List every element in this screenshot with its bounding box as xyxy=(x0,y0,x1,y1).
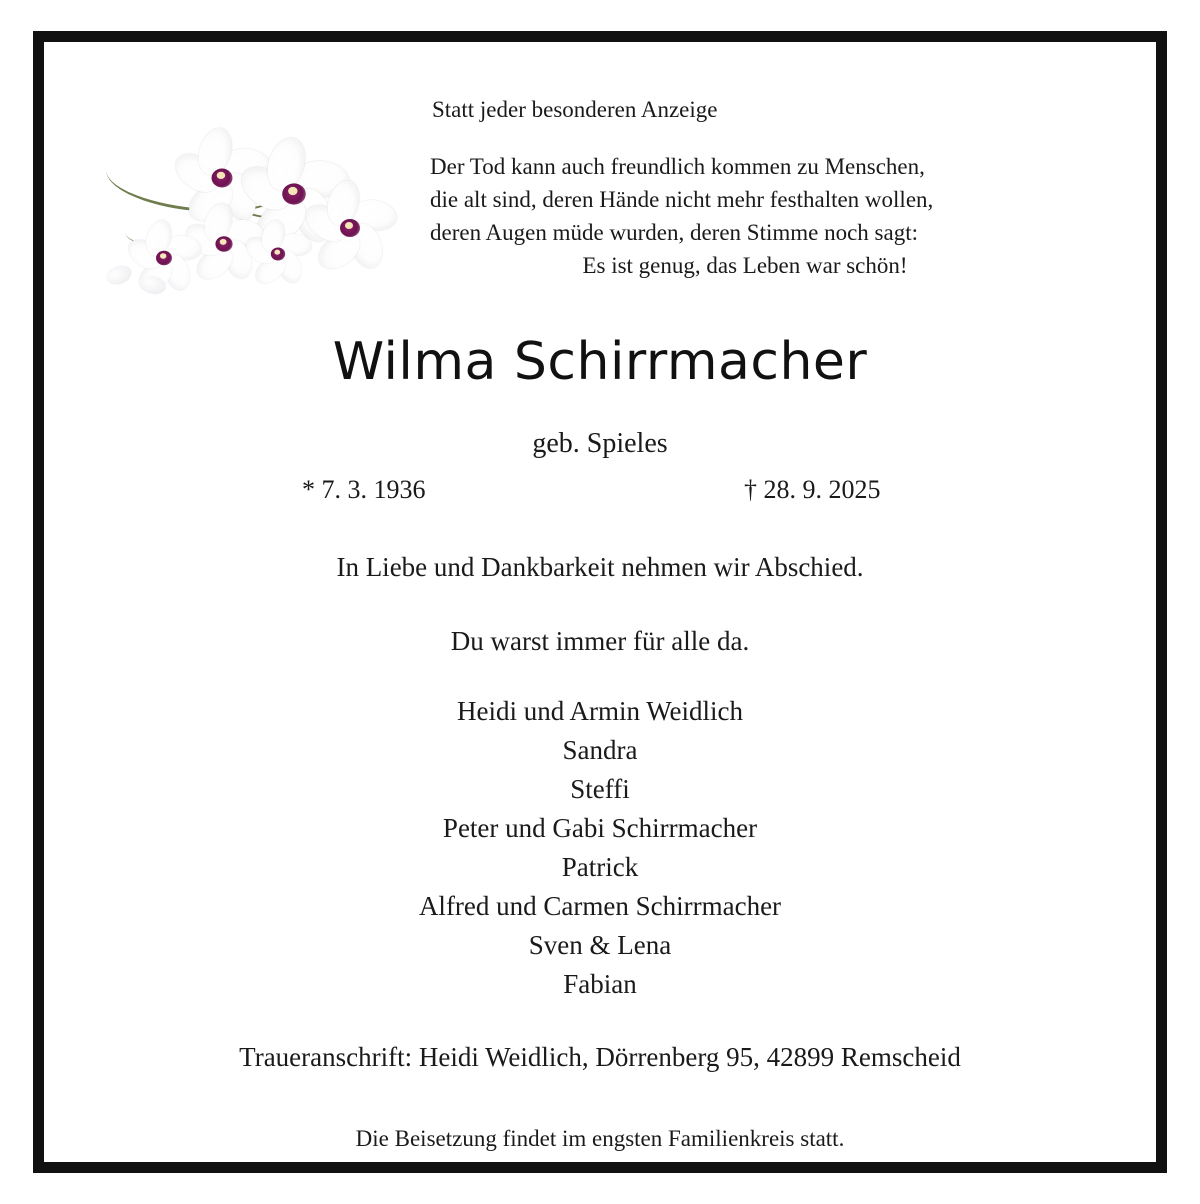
survivors-list xyxy=(44,692,1156,1004)
orchid-flower xyxy=(188,208,260,280)
orchid-stem xyxy=(121,190,247,254)
memorial-verse xyxy=(430,150,1060,282)
verse-line-1: Der Tod kann auch freundlich kommen zu Menschen, xyxy=(430,154,925,179)
dedication-line: Du warst immer für alle da. xyxy=(450,626,750,656)
card-inner-surface xyxy=(44,42,1156,1162)
mourning-address: Traueranschrift: Heidi Weidlich, Dörrenberg 95, 42899 Remscheid xyxy=(239,1042,961,1072)
white-orchid-branch-icon xyxy=(84,90,414,310)
orchid-flower xyxy=(308,186,392,270)
intro-note: Statt jeder besonderen Anzeige xyxy=(432,97,718,122)
list-item: Sven & Lena xyxy=(528,930,672,960)
farewell-line: In Liebe und Dankbarkeit nehmen wir Abschied. xyxy=(336,552,864,582)
list-item: Alfred und Carmen Schirrmacher xyxy=(418,891,782,921)
orchid-flower xyxy=(178,134,266,222)
list-item: Patrick xyxy=(561,852,639,882)
verse-line-3: deren Augen müde wurden, deren Stimme noch sagt: xyxy=(430,220,918,245)
deceased-name: Wilma Schirrmacher xyxy=(332,332,868,392)
card-border-frame xyxy=(33,31,1167,1173)
orchid-bud xyxy=(104,262,135,288)
list-item: Sandra xyxy=(562,735,638,765)
verse-line-2: die alt sind, deren Hände nicht mehr festhalten wollen, xyxy=(430,187,934,212)
orchid-stem xyxy=(201,169,296,227)
funeral-note: Die Beisetzung findet im engsten Familienkreis statt. xyxy=(355,1126,845,1151)
death-date: † 28. 9. 2025 xyxy=(744,475,881,504)
maiden-name: geb. Spieles xyxy=(532,428,668,459)
orchid-flower xyxy=(130,224,197,291)
list-item: Heidi und Armin Weidlich xyxy=(456,696,744,726)
orchid-flower xyxy=(248,224,308,284)
list-item: Peter und Gabi Schirrmacher xyxy=(442,813,758,843)
birth-date: * 7. 3. 1936 xyxy=(302,475,426,504)
list-item: Fabian xyxy=(563,969,637,999)
orchid-flower xyxy=(244,144,343,243)
orchid-stem xyxy=(103,139,289,220)
list-item: Steffi xyxy=(570,774,630,804)
verse-line-4: Es ist genug, das Leben war schön! xyxy=(582,253,908,278)
orchid-bud xyxy=(138,273,167,296)
